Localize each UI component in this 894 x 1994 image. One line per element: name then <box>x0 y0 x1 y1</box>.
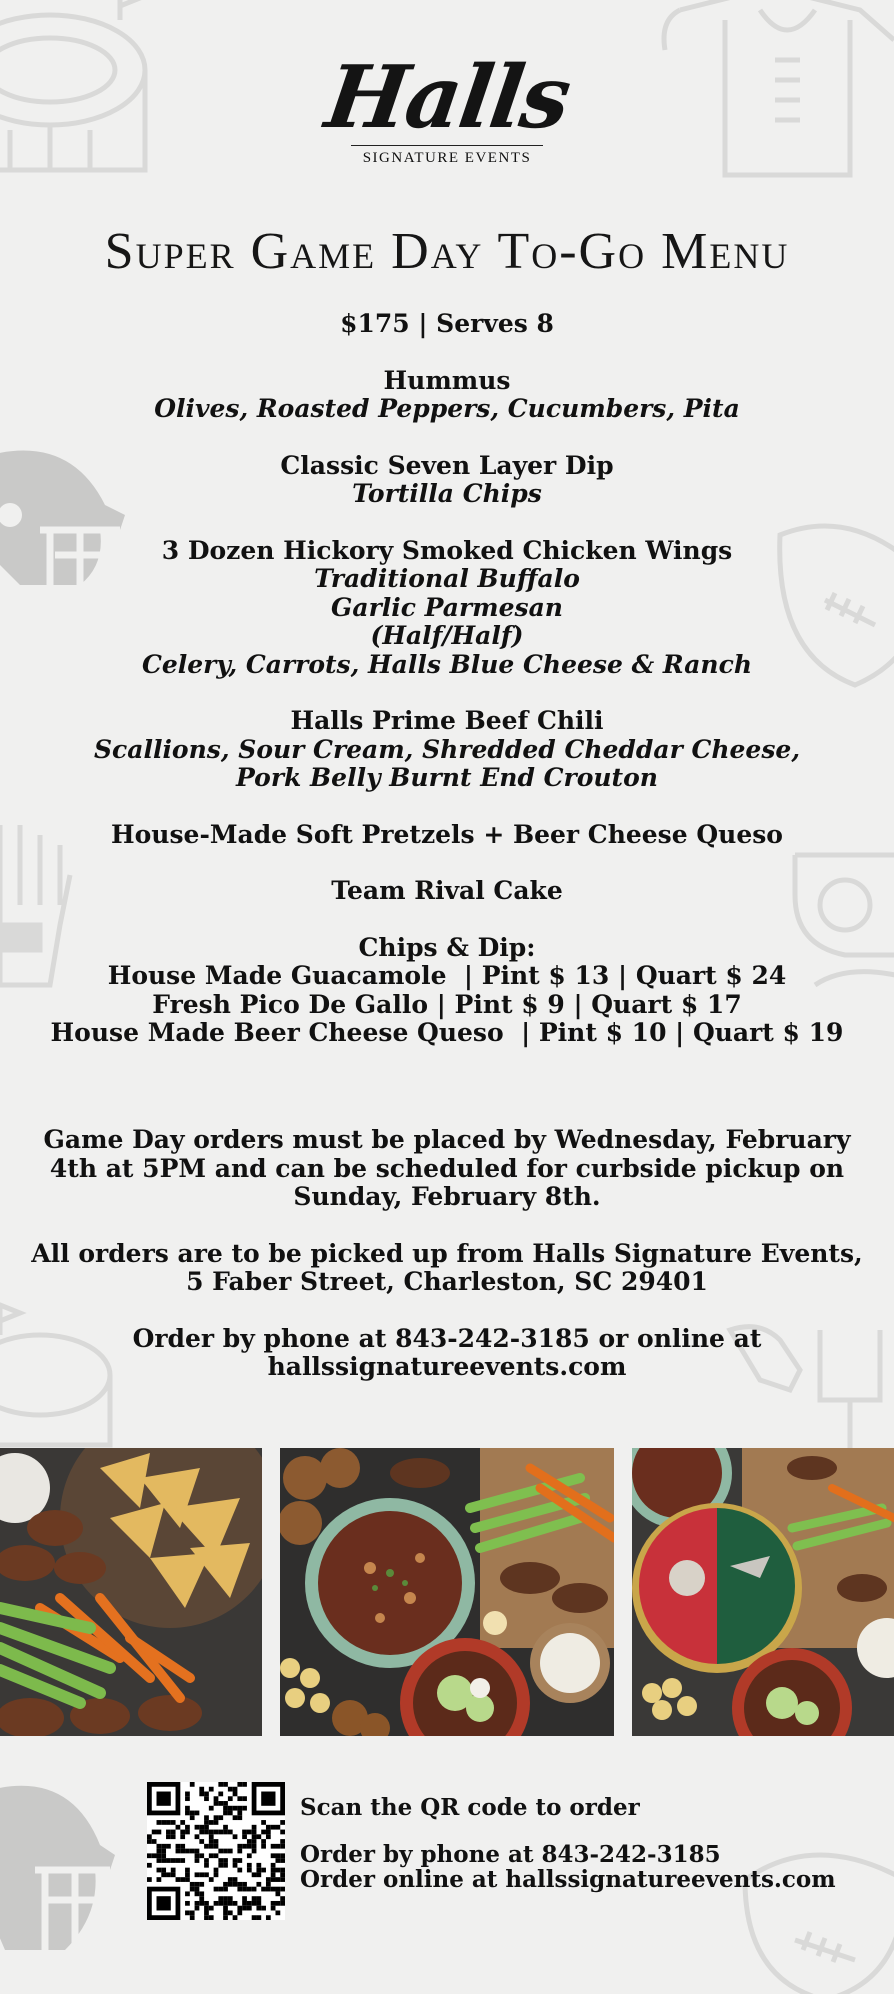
chips-dip-item: House Made Beer Cheese Queso | Pint $ 10 | Quart $ 19 <box>50 1018 844 1047</box>
menu-item-name: House-Made Soft Pretzels + Beer Cheese Queso <box>111 819 783 849</box>
deadline-line: Game Day orders must be placed by Wednesday, February <box>43 1125 851 1154</box>
food-photo-chili-pretzels <box>280 1448 614 1736</box>
halls-logo <box>0 47 894 167</box>
footer-phone[interactable]: Order by phone at 843-242-3185 <box>300 1841 721 1868</box>
menu-item-cake <box>0 877 894 906</box>
order-info <box>30 1126 864 1382</box>
chips-dip-heading: Chips & Dip: <box>358 932 536 962</box>
pickup-line: All orders are to be picked up from Halls Signature Events, <box>31 1238 863 1268</box>
footer-online[interactable]: Order online at hallssignatureevents.com <box>300 1866 836 1893</box>
menu-item-detail: Pork Belly Burnt End Crouton <box>236 763 658 792</box>
food-photo-wings-chips <box>0 1448 262 1736</box>
chips-dip-section <box>0 934 894 1048</box>
menu-item-seven-layer-dip <box>0 452 894 509</box>
menu-item-detail: Celery, Carrots, Halls Blue Cheese & Ranch <box>141 649 753 679</box>
page-title: Super Game Day To-Go Menu <box>104 223 790 280</box>
menu-item-detail: (Half/Half) <box>370 621 524 650</box>
menu-item-detail: Garlic Parmesan <box>331 592 563 622</box>
menu-item-name: Halls Prime Beef Chili <box>290 706 604 735</box>
menu-item-name: Classic Seven Layer Dip <box>280 450 614 480</box>
qr-code[interactable] <box>147 1782 285 1920</box>
pickup-line: 5 Faber Street, Charleston, SC 29401 <box>186 1267 708 1296</box>
scan-qr-label: Scan the QR code to order <box>300 1794 640 1821</box>
menu-item-chicken-wings <box>0 537 894 680</box>
menu-list <box>0 310 894 1048</box>
food-photo-team-rival-cake <box>632 1448 894 1736</box>
menu-item-detail: Olives, Roasted Peppers, Cucumbers, Pita <box>154 394 740 423</box>
menu-item-name: Hummus <box>383 365 511 395</box>
menu-item-detail: Traditional Buffalo <box>314 564 580 593</box>
menu-item-detail: Scallions, Sour Cream, Shredded Cheddar Cheese, <box>93 734 801 764</box>
chips-dip-item: House Made Guacamole | Pint $ 13 | Quart $ 24 <box>107 961 787 990</box>
order-link[interactable]: hallssignatureevents.com <box>267 1352 627 1381</box>
menu-item-hummus <box>0 367 894 424</box>
logo-script: Halls <box>319 47 575 148</box>
menu-item-name: 3 Dozen Hickory Smoked Chicken Wings <box>161 535 733 565</box>
food-photos <box>0 1448 894 1736</box>
footer-contact <box>300 1795 836 1892</box>
menu-item-pretzels <box>0 821 894 850</box>
menu-item-beef-chili <box>0 707 894 793</box>
logo-subtitle: SIGNATURE EVENTS <box>351 145 544 167</box>
qr-code-icon <box>147 1782 285 1920</box>
football-helmet-icon <box>0 1775 125 1994</box>
deadline-line: 4th at 5PM and can be scheduled for curbside pickup on <box>49 1153 845 1183</box>
order-line: Order by phone at 843-242-3185 or online at <box>132 1323 762 1353</box>
deadline-line: Sunday, February 8th. <box>293 1182 601 1211</box>
menu-item-name: Team Rival Cake <box>331 876 563 905</box>
price-line: $175 | Serves 8 <box>340 309 554 338</box>
menu-item-detail: Tortilla Chips <box>352 479 542 508</box>
chips-dip-item: Fresh Pico De Gallo | Pint $ 9 | Quart $ 17 <box>152 989 742 1019</box>
